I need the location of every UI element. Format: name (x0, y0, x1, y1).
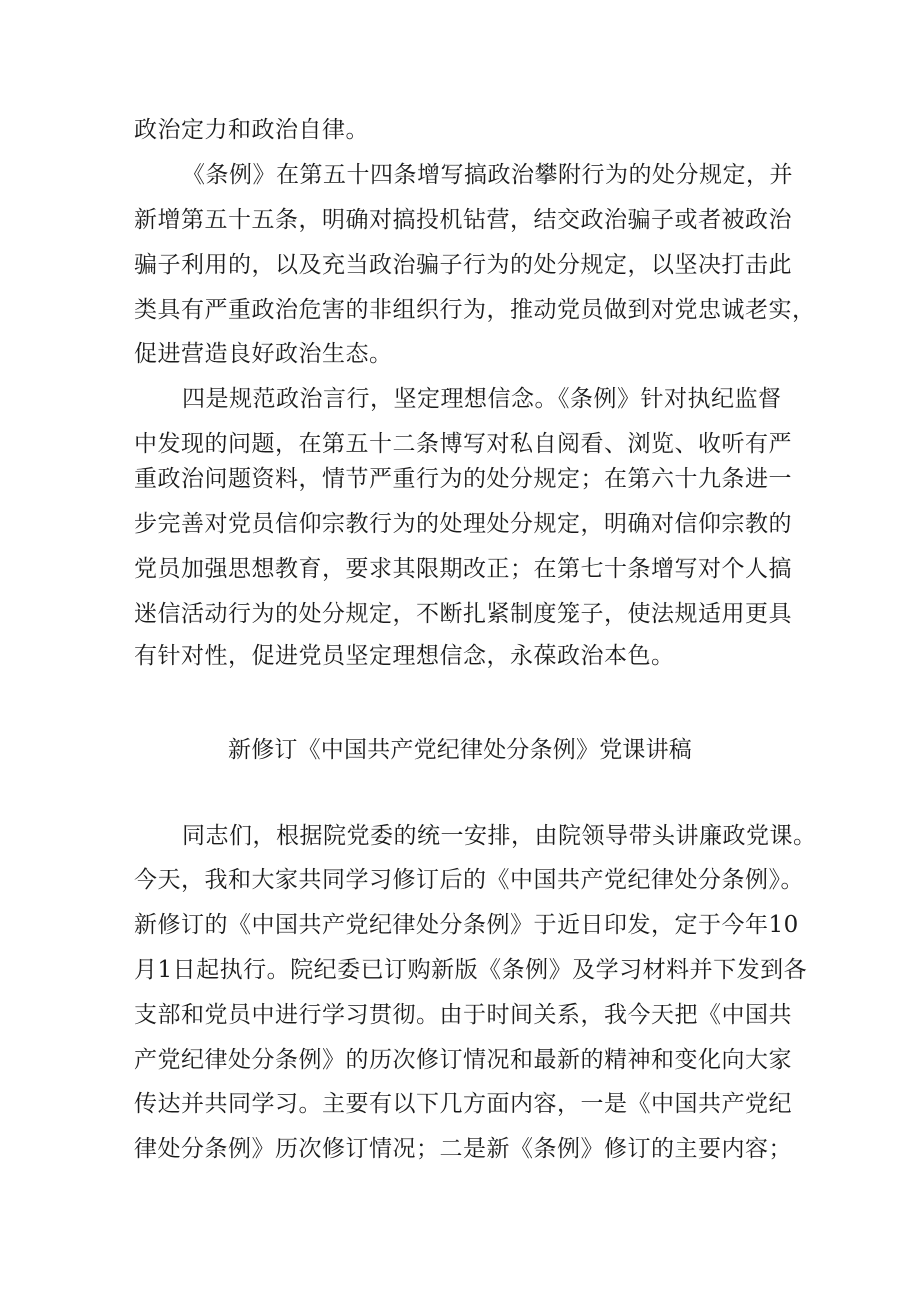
paragraph-line: 律处分条例》历次修订情况；二是新《条例》修订的主要内容； (134, 1136, 792, 1162)
paragraph-line: 产党纪律处分条例》的历次修订情况和最新的精神和变化向大家 (134, 1047, 792, 1073)
paragraph-line: 四是规范政治言行，坚定理想信念。《条例》针对执纪监督 (182, 386, 782, 412)
paragraph-line: 党员加强思想教育，要求其限期改正；在第七十条增写对个人搞 (134, 556, 792, 582)
paragraph-line: 月1日起执行。院纪委已订购新版《条例》及学习材料并下发到各 (134, 957, 808, 983)
paragraph-line: 重政治问题资料，情节严重行为的处分规定；在第六十九条进一 (134, 466, 792, 492)
paragraph-line: 中发现的问题，在第五十二条博写对私自阅看、浏览、收听有严 (134, 431, 792, 457)
paragraph-line: 骗子利用的，以及充当政治骗子行为的处分规定，以坚决打击此 (134, 252, 792, 278)
paragraph-line: 新增第五十五条，明确对搞投机钻营，结交政治骗子或者被政治 (134, 207, 792, 233)
paragraph-line: 《条例》在第五十四条增写搞政治攀附行为的处分规定，并 (182, 162, 793, 188)
paragraph-line: 有针对性，促进党员坚定理想信念，永葆政治本色。 (134, 643, 675, 669)
section-title: 新修订《中国共产党纪律处分条例》党课讲稿 (228, 737, 692, 763)
paragraph-line: 政治定力和政治自律。 (134, 117, 369, 143)
paragraph-line: 支部和党员中进行学习贯彻。由于时间关系，我今天把《中国共 (134, 1002, 792, 1028)
paragraph-line: 传达并共同学习。主要有以下几方面内容，一是《中国共产党纪 (134, 1091, 792, 1117)
paragraph-line: 同志们，根据院党委的统一安排，由院领导带头讲廉政党课。 (182, 823, 817, 849)
paragraph-line: 类具有严重政治危害的非组织行为，推动党员做到对党忠诚老实， (134, 297, 816, 323)
paragraph-line: 步完善对党员信仰宗教行为的处理处分规定，明确对信仰宗教的 (134, 511, 792, 537)
paragraph-line: 促进营造良好政治生态。 (134, 341, 393, 367)
paragraph-line: 迷信活动行为的处分规定，不断扎紧制度笼子，使法规适用更具 (134, 601, 792, 627)
paragraph-line: 新修订的《中国共产党纪律处分条例》于近日印发，定于今年10 (134, 912, 799, 938)
paragraph-line: 今天，我和大家共同学习修订后的《中国共产党纪律处分条例》。 (134, 867, 804, 893)
